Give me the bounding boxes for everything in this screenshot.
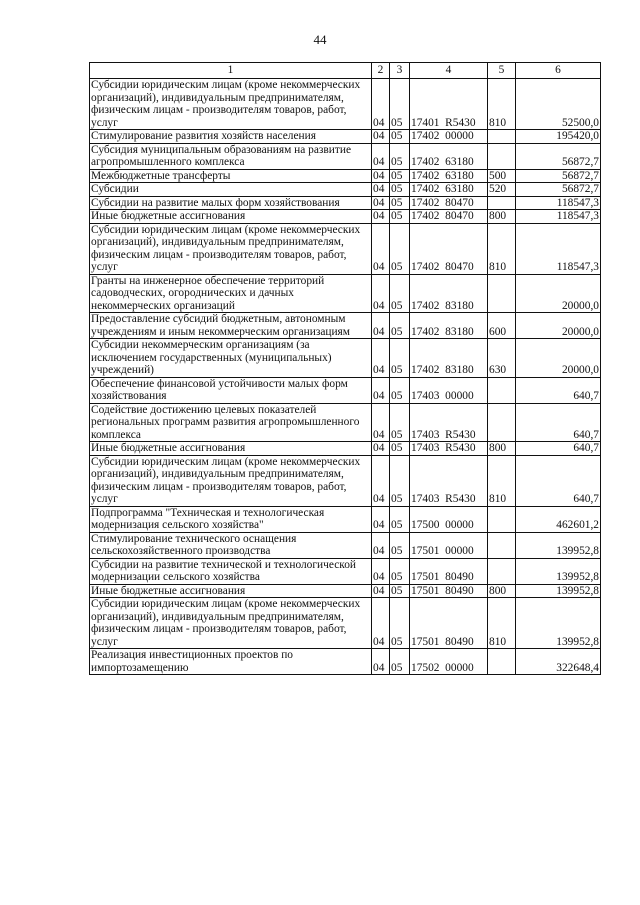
- row-section-code: 04: [372, 169, 390, 183]
- row-expense-type-code: 800: [488, 442, 516, 456]
- row-subsection-code: 05: [390, 649, 410, 675]
- row-name: Стимулирование развития хозяйств населения: [90, 130, 372, 144]
- row-target-article-code: 17402 83180: [410, 313, 488, 339]
- row-section-code: 04: [372, 274, 390, 313]
- row-subsection-code: 05: [390, 143, 410, 169]
- row-name: Подпрограмма "Техническая и технологическая модернизация сельского хозяйства": [90, 506, 372, 532]
- row-subsection-code: 05: [390, 183, 410, 197]
- table-row: [90, 143, 601, 169]
- row-name: Иные бюджетные ассигнования: [90, 584, 372, 598]
- row-target-article-code: 17501 80490: [410, 558, 488, 584]
- row-name: Субсидии на развитие малых форм хозяйствования: [90, 196, 372, 210]
- row-target-article-code: 17402 80470: [410, 196, 488, 210]
- header-cell: 2: [372, 63, 390, 79]
- row-expense-type-code: 810: [488, 455, 516, 506]
- header-cell: 6: [516, 63, 601, 79]
- row-expense-type-code: 500: [488, 169, 516, 183]
- row-section-code: 04: [372, 210, 390, 224]
- row-expense-type-code: 810: [488, 223, 516, 274]
- table-row: [90, 183, 601, 197]
- table-row: [90, 196, 601, 210]
- table-row: [90, 377, 601, 403]
- row-target-article-code: 17402 63180: [410, 169, 488, 183]
- table-row: [90, 442, 601, 456]
- row-expense-type-code: [488, 130, 516, 144]
- row-target-article-code: 17402 83180: [410, 339, 488, 378]
- row-name: Реализация инвестиционных проектов по импортозамещению: [90, 649, 372, 675]
- row-expense-type-code: 800: [488, 210, 516, 224]
- table-row: [90, 169, 601, 183]
- row-name: Иные бюджетные ассигнования: [90, 442, 372, 456]
- row-amount: 139952,8: [516, 558, 601, 584]
- row-section-code: 04: [372, 558, 390, 584]
- header-cell: 3: [390, 63, 410, 79]
- row-name: Субсидии некоммерческим организациям (за исключением государственных (муниципальных) учреждений): [90, 339, 372, 378]
- row-amount: 462601,2: [516, 506, 601, 532]
- row-name: Межбюджетные трансферты: [90, 169, 372, 183]
- header-cell: 4: [410, 63, 488, 79]
- row-subsection-code: 05: [390, 313, 410, 339]
- row-target-article-code: 17403 00000: [410, 377, 488, 403]
- row-subsection-code: 05: [390, 584, 410, 598]
- row-subsection-code: 05: [390, 274, 410, 313]
- row-expense-type-code: [488, 143, 516, 169]
- row-subsection-code: 05: [390, 403, 410, 442]
- row-section-code: 04: [372, 598, 390, 649]
- table-row: [90, 455, 601, 506]
- row-amount: 20000,0: [516, 313, 601, 339]
- row-expense-type-code: [488, 649, 516, 675]
- row-subsection-code: 05: [390, 442, 410, 456]
- row-amount: 118547,3: [516, 210, 601, 224]
- row-subsection-code: 05: [390, 377, 410, 403]
- row-expense-type-code: 630: [488, 339, 516, 378]
- row-expense-type-code: 520: [488, 183, 516, 197]
- row-amount: 139952,8: [516, 584, 601, 598]
- table-row: [90, 558, 601, 584]
- row-target-article-code: 17402 83180: [410, 274, 488, 313]
- row-name: Субсидии юридическим лицам (кроме некоммерческих организаций), индивидуальным предпринимателям, физическим лицам - производителям товаров, работ, услуг: [90, 223, 372, 274]
- row-subsection-code: 05: [390, 196, 410, 210]
- row-amount: 118547,3: [516, 196, 601, 210]
- row-target-article-code: 17500 00000: [410, 506, 488, 532]
- row-subsection-code: 05: [390, 79, 410, 130]
- row-section-code: 04: [372, 313, 390, 339]
- table-row: [90, 339, 601, 378]
- row-target-article-code: 17502 00000: [410, 649, 488, 675]
- header-row: [90, 63, 601, 79]
- row-target-article-code: 17501 80490: [410, 598, 488, 649]
- row-name: Иные бюджетные ассигнования: [90, 210, 372, 224]
- row-subsection-code: 05: [390, 130, 410, 144]
- row-target-article-code: 17402 80470: [410, 223, 488, 274]
- row-section-code: 04: [372, 183, 390, 197]
- header-cell: 5: [488, 63, 516, 79]
- row-subsection-code: 05: [390, 169, 410, 183]
- row-target-article-code: 17403 R5430: [410, 442, 488, 456]
- row-target-article-code: 17402 63180: [410, 183, 488, 197]
- row-amount: 640,7: [516, 403, 601, 442]
- row-target-article-code: 17401 R5430: [410, 79, 488, 130]
- row-section-code: 04: [372, 506, 390, 532]
- row-name: Субсидии юридическим лицам (кроме некоммерческих организаций), индивидуальным предпринимателям, физическим лицам - производителям товаров, работ, услуг: [90, 455, 372, 506]
- row-name: Гранты на инженерное обеспечение территорий садоводческих, огороднических и дачных некоммерческих организаций: [90, 274, 372, 313]
- row-name: Содействие достижению целевых показателей региональных программ развития агропромышленного комплекса: [90, 403, 372, 442]
- table-row: [90, 506, 601, 532]
- row-expense-type-code: 810: [488, 598, 516, 649]
- row-name: Обеспечение финансовой устойчивости малых форм хозяйствования: [90, 377, 372, 403]
- row-amount: 139952,8: [516, 532, 601, 558]
- row-subsection-code: 05: [390, 210, 410, 224]
- row-section-code: 04: [372, 442, 390, 456]
- row-expense-type-code: [488, 274, 516, 313]
- row-amount: 56872,7: [516, 143, 601, 169]
- row-target-article-code: 17402 00000: [410, 130, 488, 144]
- row-amount: 195420,0: [516, 130, 601, 144]
- row-expense-type-code: [488, 506, 516, 532]
- row-subsection-code: 05: [390, 506, 410, 532]
- row-subsection-code: 05: [390, 339, 410, 378]
- table-row: [90, 223, 601, 274]
- row-section-code: 04: [372, 377, 390, 403]
- table-row: [90, 403, 601, 442]
- row-expense-type-code: [488, 403, 516, 442]
- row-target-article-code: 17403 R5430: [410, 455, 488, 506]
- row-name: Субсидия муниципальным образованиям на развитие агропромышленного комплекса: [90, 143, 372, 169]
- row-name: Субсидии юридическим лицам (кроме некоммерческих организаций), индивидуальным предпринимателям, физическим лицам - производителям товаров, работ, услуг: [90, 598, 372, 649]
- table-row: [90, 79, 601, 130]
- row-expense-type-code: [488, 532, 516, 558]
- row-subsection-code: 05: [390, 532, 410, 558]
- row-name: Субсидии юридическим лицам (кроме некоммерческих организаций), индивидуальным предпринимателям, физическим лицам - производителям товаров, работ, услуг: [90, 79, 372, 130]
- row-target-article-code: 17403 R5430: [410, 403, 488, 442]
- table-row: [90, 584, 601, 598]
- row-name: Предоставление субсидий бюджетным, автономным учреждениям и иным некоммерческим организациям: [90, 313, 372, 339]
- row-amount: 20000,0: [516, 274, 601, 313]
- row-expense-type-code: [488, 377, 516, 403]
- row-amount: 640,7: [516, 377, 601, 403]
- table-row: [90, 598, 601, 649]
- row-amount: 20000,0: [516, 339, 601, 378]
- row-section-code: 04: [372, 532, 390, 558]
- row-target-article-code: 17501 00000: [410, 532, 488, 558]
- row-section-code: 04: [372, 196, 390, 210]
- row-section-code: 04: [372, 79, 390, 130]
- row-section-code: 04: [372, 584, 390, 598]
- row-section-code: 04: [372, 223, 390, 274]
- row-expense-type-code: 800: [488, 584, 516, 598]
- row-expense-type-code: [488, 558, 516, 584]
- row-subsection-code: 05: [390, 455, 410, 506]
- table-row: [90, 313, 601, 339]
- header-cell: 1: [90, 63, 372, 79]
- budget-table: [89, 62, 601, 675]
- table-body: [90, 79, 601, 675]
- row-name: Стимулирование технического оснащения сельскохозяйственного производства: [90, 532, 372, 558]
- row-target-article-code: 17501 80490: [410, 584, 488, 598]
- row-subsection-code: 05: [390, 598, 410, 649]
- row-subsection-code: 05: [390, 558, 410, 584]
- row-amount: 640,7: [516, 455, 601, 506]
- table-row: [90, 274, 601, 313]
- row-expense-type-code: [488, 196, 516, 210]
- row-subsection-code: 05: [390, 223, 410, 274]
- row-section-code: 04: [372, 649, 390, 675]
- row-amount: 322648,4: [516, 649, 601, 675]
- table-row: [90, 210, 601, 224]
- row-amount: 56872,7: [516, 183, 601, 197]
- row-amount: 52500,0: [516, 79, 601, 130]
- row-target-article-code: 17402 80470: [410, 210, 488, 224]
- row-amount: 56872,7: [516, 169, 601, 183]
- row-section-code: 04: [372, 339, 390, 378]
- row-name: Субсидии: [90, 183, 372, 197]
- row-expense-type-code: 600: [488, 313, 516, 339]
- row-target-article-code: 17402 63180: [410, 143, 488, 169]
- row-name: Субсидии на развитие технической и технологической модернизации сельского хозяйства: [90, 558, 372, 584]
- row-section-code: 04: [372, 455, 390, 506]
- row-amount: 640,7: [516, 442, 601, 456]
- table-row: [90, 649, 601, 675]
- row-section-code: 04: [372, 130, 390, 144]
- row-section-code: 04: [372, 143, 390, 169]
- row-section-code: 04: [372, 403, 390, 442]
- row-amount: 118547,3: [516, 223, 601, 274]
- page-number: 44: [313, 32, 327, 47]
- row-expense-type-code: 810: [488, 79, 516, 130]
- row-amount: 139952,8: [516, 598, 601, 649]
- table-row: [90, 532, 601, 558]
- table-row: [90, 130, 601, 144]
